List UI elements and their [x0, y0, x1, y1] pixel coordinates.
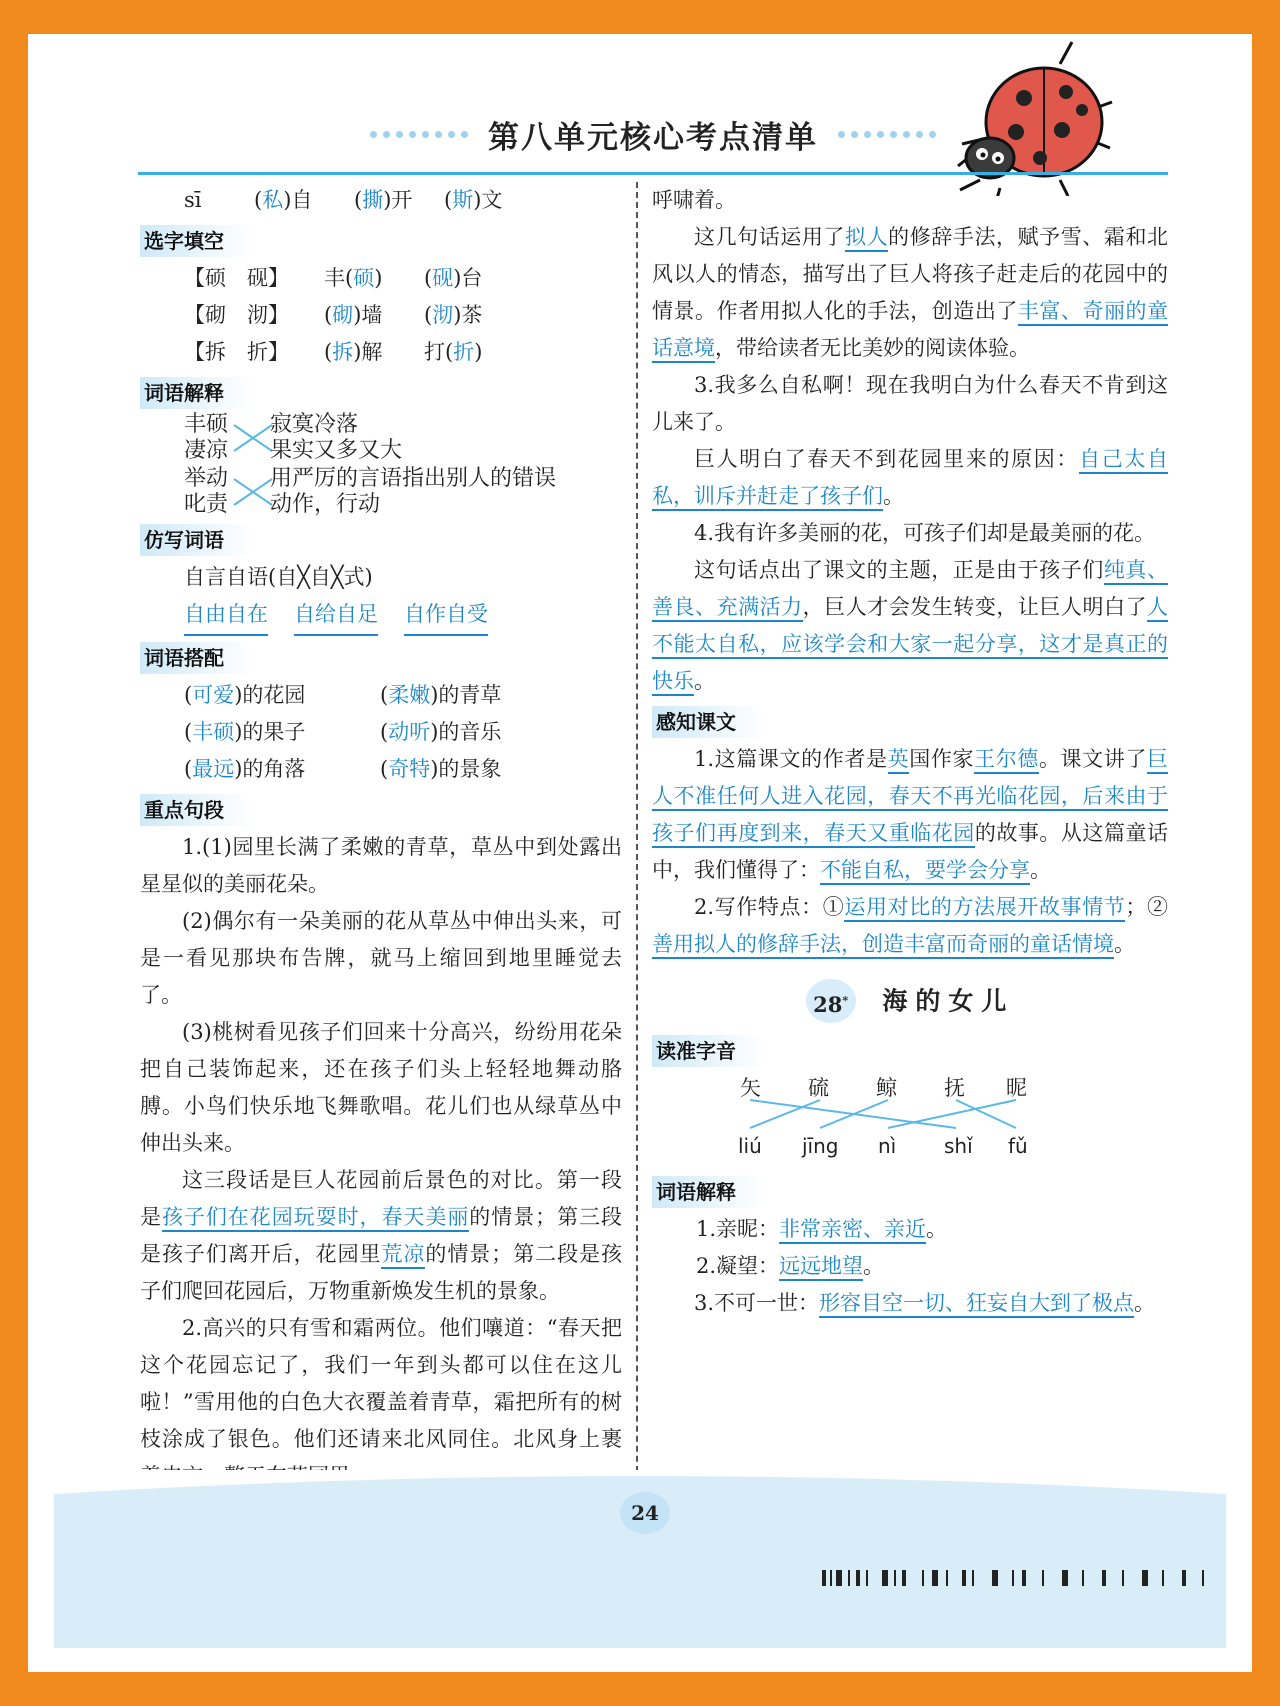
match-lines	[232, 412, 274, 518]
dapei-row: (最远)的角落 (奇特)的景象	[184, 757, 502, 781]
page-header	[138, 106, 1168, 162]
page-number: 24	[620, 1492, 670, 1534]
analysis-paragraph: 这几句话运用了拟人的修辞手法，赋予雪、霜和北风以人的情态，描写出了巨人将孩子赶走后的花园中的情景。作者用拟人化的手法，创造出了丰富、奇丽的童话意境，带给读者无比美妙的阅读体验。	[652, 219, 1168, 367]
section-heading: 词语搭配	[140, 642, 252, 674]
summary-paragraph: 2.写作特点：①运用对比的方法展开故事情节；②善用拟人的修辞手法，创造丰富而奇丽的童话情境。	[652, 889, 1168, 963]
analysis-paragraph: 这句话点出了课文的主题，正是由于孩子们纯真、善良、充满活力，巨人才会发生转变，让巨人明白了人不能太自私，应该学会和大家一起分享，这才是真正的快乐。	[652, 552, 1168, 700]
key-sentence: 3.我多么自私啊！现在我明白为什么春天不肯到这儿来了。	[652, 373, 1168, 434]
section-heading: 选字填空	[140, 225, 252, 257]
watermark-bars	[822, 1568, 1222, 1588]
summary-paragraph: 1.这篇课文的作者是英国作家王尔德。课文讲了巨人不准任何人进入花园，春天不再光临花园，后来由于孩子们再度到来，春天又重临花园的故事。从这篇童话中，我们懂得了：不能自私，要学会分享。	[652, 741, 1168, 889]
lesson-number-badge: 28*	[806, 979, 856, 1023]
section-heading: 仿写词语	[140, 524, 252, 556]
continued-text: 呼啸着。	[652, 188, 736, 212]
lesson-heading	[652, 979, 1168, 1023]
fangxie-prompt: 自言自语(自╳自╳式)	[184, 565, 373, 589]
pinyin-match: 矢 硫 鲸 抚 昵 liú jīng nì shǐ fǔ	[712, 1070, 1168, 1170]
header-dots-right	[838, 131, 936, 138]
answer: 斯	[452, 188, 474, 212]
section-heading: 重点句段	[140, 794, 252, 826]
dapei-row: (丰硕)的果子 (动听)的音乐	[184, 720, 502, 744]
analysis-paragraph: 这三段话是巨人花园前后景色的对比。第一段是孩子们在花园玩耍时，春天美丽的情景；第三段是孩子们离开后，花园里荒凉的情景；第二段是孩子们爬回花园后，万物重新焕发生机的景象。	[140, 1168, 623, 1303]
fangxie-answers: 自由自在 自给自足 自作自受	[140, 596, 622, 636]
pinyin-label: sī	[184, 188, 202, 212]
xuanzi-row: 【硕 砚】 丰(硕) (砚)台	[184, 266, 483, 290]
pinyin-match-lines	[712, 1098, 1042, 1132]
left-column	[140, 182, 622, 1495]
xuanzi-row: 【砌 沏】 (砌)墙 (沏)茶	[184, 303, 483, 327]
header-dots-left	[370, 131, 468, 138]
key-sentence: 2.高兴的只有雪和霜两位。他们嚷道：“春天把这个花园忘记了，我们一年到头都可以住在这儿啦！”雪用他的白色大衣覆盖着青草，霜把所有的树枝涂成了银色。他们还请来北风同住。北风身上裹	[140, 1316, 622, 1451]
word-definition: 2.凝望：远远地望。	[652, 1248, 1168, 1285]
word-definition: 1.亲昵：非常亲密、亲近。	[652, 1211, 1168, 1248]
header-rule	[138, 172, 1168, 175]
key-sentence: (3)桃树看见孩子们回来十分高兴，纷纷用花朵把自己装饰起来，还在孩子们头上轻轻地舞动胳膊。小鸟们快乐地飞舞歌唱。花儿们也从绿草丛中伸出头来。	[140, 1020, 622, 1155]
word-match: 丰硕 凄凉 举动 叱责 寂寞冷落 果实又多又大 用严厉的言语指出别人的错误 动作，行动	[184, 412, 557, 517]
key-sentence: 1.(1)园里长满了柔嫩的青草，草丛中到处露出星星似的美丽花朵。	[140, 835, 622, 896]
section-heading: 词语解释	[652, 1176, 764, 1208]
pinyin-line: sī (私)自 (撕)开 (斯)文	[140, 182, 622, 219]
word-definition: 3.不可一世：形容目空一切、狂妄自大到了极点。	[652, 1285, 1168, 1322]
section-heading: 词语解释	[140, 377, 252, 409]
xuanzi-row: 【拆 折】 (拆)解 打(折)	[184, 340, 483, 364]
section-heading: 感知课文	[652, 706, 764, 738]
answer: 私	[262, 188, 284, 212]
lesson-title: 海的女儿	[882, 986, 1015, 1016]
section-heading: 读准字音	[652, 1035, 764, 1067]
page-title: 第八单元核心考点清单	[488, 119, 818, 156]
key-sentence: (2)偶尔有一朵美丽的花从草丛中伸出头来，可是一看见那块布告牌，就马上缩回到地里睡觉去了。	[140, 909, 622, 1007]
page-sheet	[28, 34, 1252, 1672]
column-divider	[636, 182, 638, 1532]
answer: 撕	[362, 188, 384, 212]
right-column	[652, 182, 1168, 1322]
key-sentence: 4.我有许多美丽的花，可孩子们却是最美丽的花。	[694, 521, 1156, 545]
analysis-paragraph: 巨人明白了春天不到花园里来的原因：自己太自私，训斥并赶走了孩子们。	[652, 441, 1168, 515]
dapei-row: (可爱)的花园 (柔嫩)的青草	[184, 683, 502, 707]
